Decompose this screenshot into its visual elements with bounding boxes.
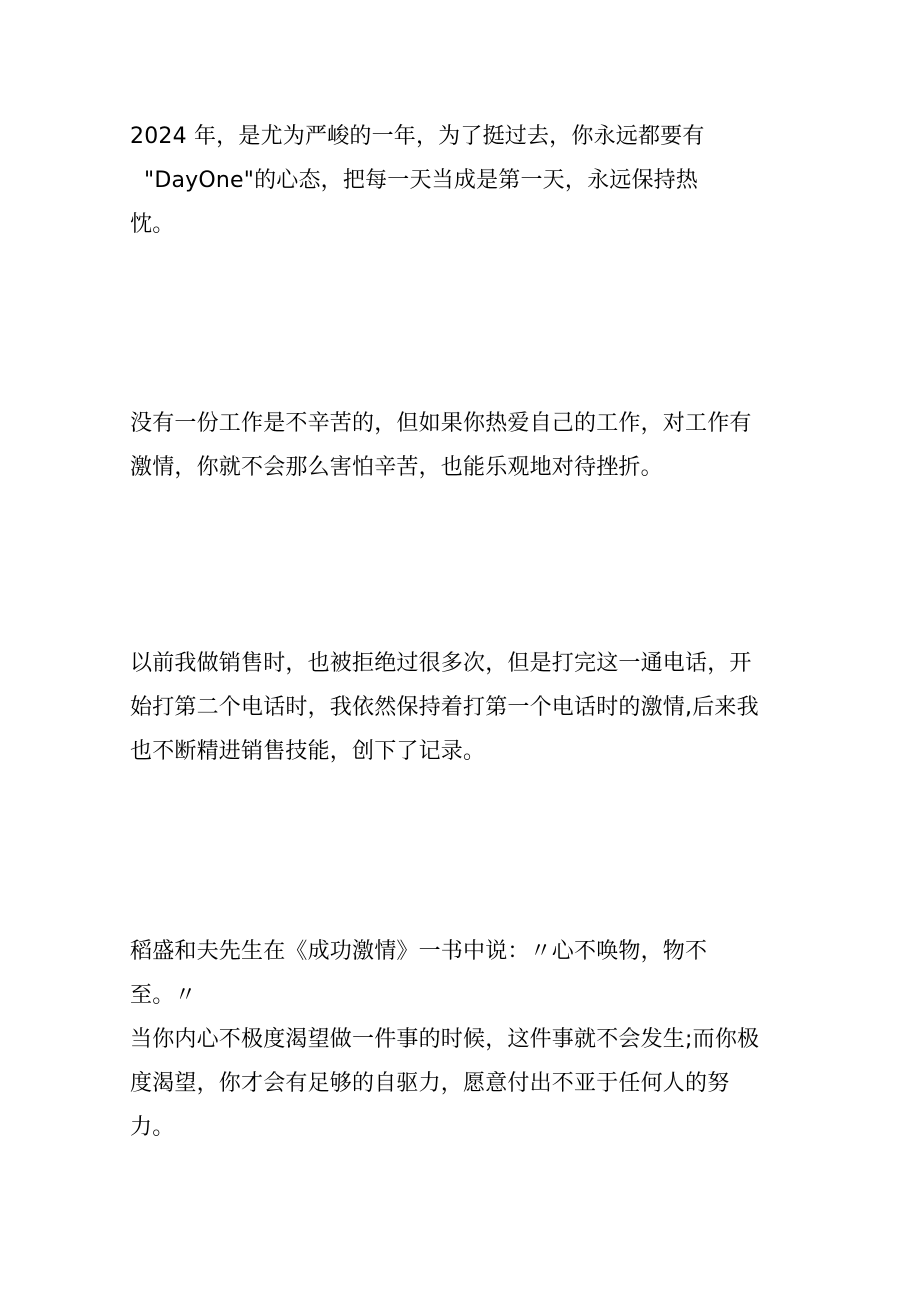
paragraph-dayone <box>130 115 790 247</box>
text-line: 始打第二个电话时，我依然保持着打第一个电话时的激情,后来我 <box>130 695 759 720</box>
text-line: 忱。 <box>130 212 175 237</box>
text-line: 力。 <box>130 1115 175 1140</box>
paragraph-sales-story <box>130 642 790 774</box>
paragraph-inamori-quote <box>130 930 790 1150</box>
text-line: 稻盛和夫先生在《成功激情》一书中说：〃心不唤物，物不 <box>130 939 708 964</box>
paragraph-work-passion <box>130 402 790 490</box>
text-line: 至。〃 <box>130 983 197 1008</box>
text-line: 当你内心不极度渴望做一件事的时候，这件事就不会发生;而你极 <box>130 1027 760 1052</box>
text-line: 也不断精进销售技能，创下了记录。 <box>130 739 486 764</box>
text-line: 2024 年，是尤为严峻的一年，为了挺过去，你永远都要有 <box>130 124 705 149</box>
text-line: 没有一份工作是不辛苦的，但如果你热爱自己的工作，对工作有 <box>130 411 752 436</box>
text-line: 以前我做销售时，也被拒绝过很多次，但是打完这一通电话，开 <box>130 651 752 676</box>
text-line: "DayOne"的心态，把每一天当成是第一天，永远保持热 <box>144 168 699 193</box>
text-line: 度渴望，你才会有足够的自驱力，愿意付出不亚于任何人的努 <box>130 1071 730 1096</box>
text-line: 激情，你就不会那么害怕辛苦，也能乐观地对待挫折。 <box>130 455 663 480</box>
